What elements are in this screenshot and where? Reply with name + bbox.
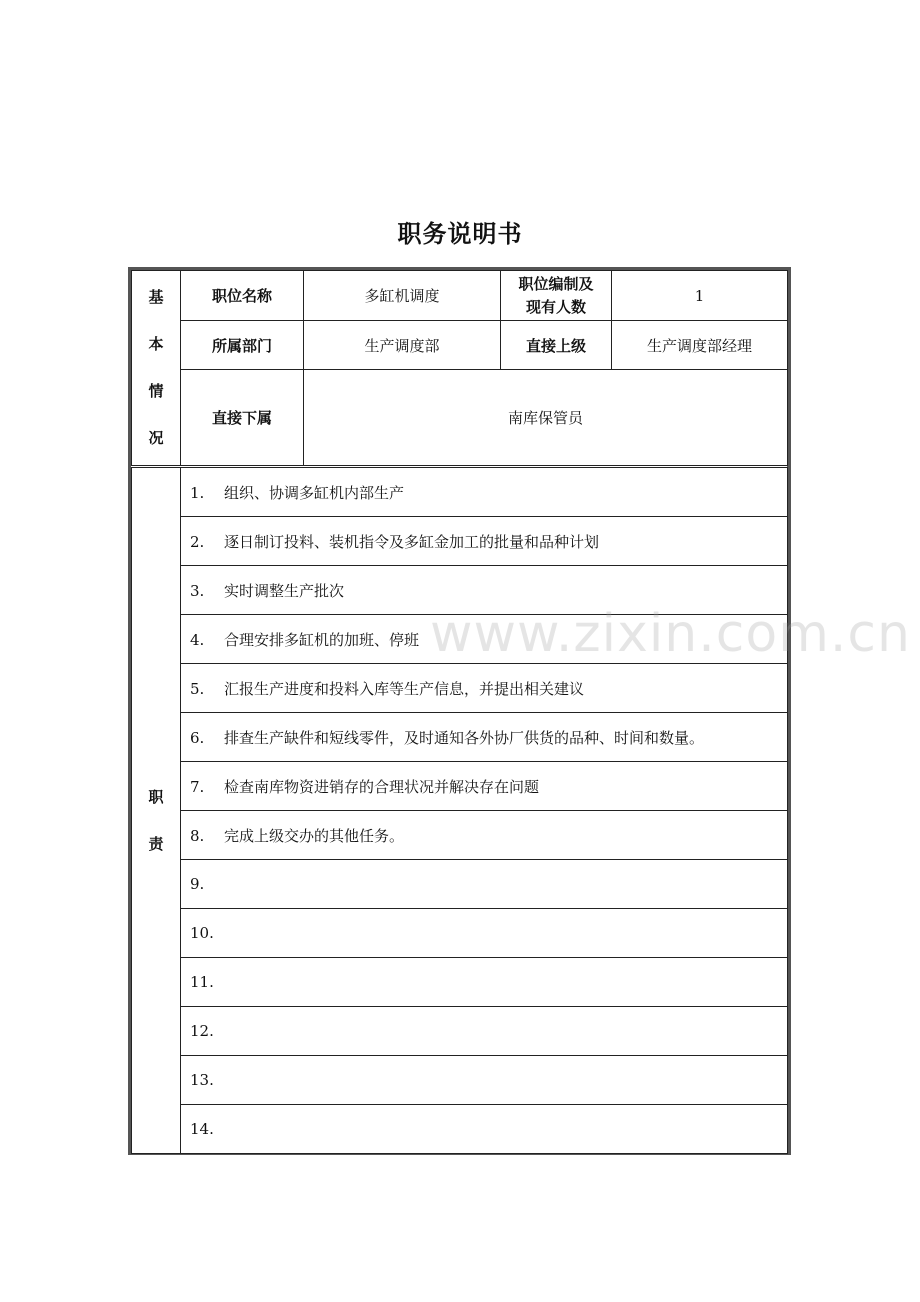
duty-item: 1. 组织、协调多缸机内部生产	[181, 468, 788, 517]
duty-item: 2. 逐日制订投料、装机指令及多缸金加工的批量和品种计划	[181, 517, 788, 566]
duty-item: 6. 排查生产缺件和短线零件，及时通知各外协厂供货的品种、时间和数量。	[181, 713, 788, 762]
basic-section-label: 基 本 情 况	[132, 271, 181, 466]
department-label: 所属部门	[181, 321, 304, 370]
department-value: 生产调度部	[304, 321, 501, 370]
basic-info-table	[131, 270, 788, 466]
subordinate-label: 直接下属	[181, 370, 304, 466]
duty-item: 10.	[181, 909, 788, 958]
duty-item: 3. 实时调整生产批次	[181, 566, 788, 615]
superior-value: 生产调度部经理	[612, 321, 788, 370]
position-name-label: 职位名称	[181, 271, 304, 321]
duty-item: 8. 完成上级交办的其他任务。	[181, 811, 788, 860]
duty-item: 11.	[181, 958, 788, 1007]
duties-section-label: 职 责	[132, 468, 181, 1154]
duty-item: 9.	[181, 860, 788, 909]
duty-item: 12.	[181, 1007, 788, 1056]
headcount-value: 1	[612, 271, 788, 321]
duties-table	[131, 467, 788, 1154]
watermark: www.zixin.com.cn	[430, 604, 911, 664]
subordinate-value: 南库保管员	[304, 370, 788, 466]
superior-label: 直接上级	[501, 321, 612, 370]
headcount-label: 职位编制及 现有人数	[501, 271, 612, 321]
duty-item: 13.	[181, 1056, 788, 1105]
position-name-value: 多缸机调度	[304, 271, 501, 321]
document-title: 职务说明书	[397, 220, 523, 248]
duty-item: 7. 检查南库物资进销存的合理状况并解决存在问题	[181, 762, 788, 811]
duty-item: 5. 汇报生产进度和投料入库等生产信息，并提出相关建议	[181, 664, 788, 713]
duty-item: 4. 合理安排多缸机的加班、停班	[181, 615, 788, 664]
duty-item: 14.	[181, 1105, 788, 1154]
